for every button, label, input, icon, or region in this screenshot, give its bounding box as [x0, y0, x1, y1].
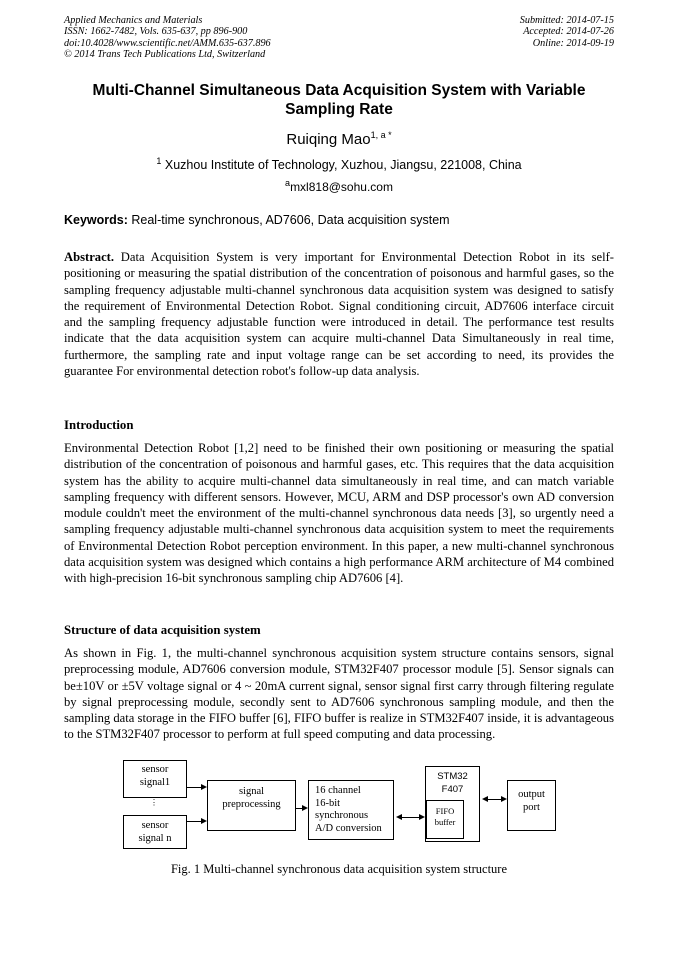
label: port [523, 801, 540, 813]
output-port-box [507, 780, 556, 831]
label: sensor [141, 820, 169, 831]
arrow-head [501, 796, 507, 802]
email [0, 178, 678, 194]
label: 16 channel [315, 785, 361, 796]
bidirectional-arrow [400, 817, 420, 818]
fifo-buffer-box [426, 800, 464, 839]
ad-conversion-box [308, 780, 394, 840]
aff-text: Xuzhou Institute of Technology, Xuzhou, Jiangsu, 221008, China [164, 158, 522, 173]
issn: ISSN: 1662-7482, Vols. 635-637, pp 896-900 [64, 26, 248, 38]
arrow [187, 787, 202, 788]
label: signal1 [139, 776, 171, 788]
author [0, 130, 678, 148]
label: A/D conversion [315, 822, 382, 834]
email-sup: a [285, 178, 291, 188]
label: synchronous [315, 810, 369, 821]
arrow-head [419, 814, 425, 820]
keywords-text: Real-time synchronous, AD7606, Data acquisition system [127, 213, 450, 227]
copyright: © 2014 Trans Tech Publications Ltd, Switzerland [64, 49, 266, 61]
accepted-date: Accepted: 2014-07-26 [523, 26, 614, 38]
keywords [64, 213, 450, 227]
author-sup: 1, a * [370, 130, 392, 140]
bidirectional-arrow [486, 799, 502, 800]
submitted-date: Submitted: 2014-07-15 [519, 15, 614, 26]
structure-text: As shown in Fig. 1, the multi-channel synchronous acquisition system structure contains sensors, signal preprocessing module, AD7606 conversion module, STM32F407 processor module [5]. Sensor signals can be±10V or ±5V voltage signal or 4 ~ 20mA current signal, sensor signal first carry through filtering regulate by signal preprocessing module, secondly sent to AD7606 synchronous sampling module, and then the sampling data storage in the FIFO buffer [6], FIFO buffer is realize in STM32F407 inside, it is advantageous to the STM32F407 processor to perform at full speed computing and data processing. [64, 646, 614, 742]
intro-heading: Introduction [64, 418, 134, 432]
label: signal n [138, 832, 172, 844]
keywords-label: Keywords: [64, 213, 128, 227]
author-name: Ruiqing Mao [286, 131, 371, 148]
arrow-head [201, 818, 207, 824]
journal-info [64, 15, 271, 61]
abstract-text: Data Acquisition System is very important for Environmental Detection Robot in its self-positioning or measuring the spatial distribution of the concentration of poisonous and harmful gases, so the sampling frequency adjustable multi-channel synchronous data acquisition system was designed to satisfy the requirement of Environmental Detection Robot. Signal conditioning circuit, AD7606 interface circuit and the sampling frequency adjustable function were introduced in detail. The performance test results indicate that the data acquisition system can acquire multi-channel Data Simultaneously in real time, furthermore, the sampling rate and input voltage range can be set according to need, its provides the guarantee For environmental detection robot's follow-up data analysis. [64, 250, 614, 379]
sensor-signal-n-box [123, 815, 187, 849]
abstract [64, 249, 614, 379]
intro-text: Environmental Detection Robot [1,2] need to be finished their own positioning or measuring the spatial distribution of the concentration of poisonous and harmful gases, etc. This requires that the data acquisition system has the ability to acquire multi-channel data simultaneously in real time, and can match variable sampling frequency with different sensors. However, MCU, ARM and DSP processor's own AD conversion module couldn't meet the environment of the multi-channel synchronous data needs [3], so urgently need a sampling frequency adjustable multi-channel synchronous data acquisition system to meet the requirements of Environmental Detection Robot perception environment. In this paper, a new multi-channel synchronous data acquisition system was designed which contains a high performance ARM architecture of M4 combined with high-precision 16-bit synchronous sampling chip AD7606 [4]. [64, 441, 614, 586]
label: signal [238, 786, 265, 797]
label: output [518, 789, 545, 800]
aff-sup: 1 [156, 156, 162, 166]
figure-caption: Fig. 1 Multi-channel synchronous data acquisition system structure [170, 862, 508, 876]
abstract-label: Abstract. [64, 250, 115, 264]
structure-heading: Structure of data acquisition system [64, 623, 261, 637]
label: sensor [141, 764, 169, 775]
label: FIFO [435, 806, 455, 816]
email-text: mxl818@sohu.com [290, 180, 393, 194]
label: 16-bit [315, 797, 341, 809]
affiliation [0, 156, 678, 172]
label: STM32 [437, 771, 468, 782]
label: preprocessing [222, 798, 281, 810]
label: F407 [441, 783, 464, 795]
arrow-head [201, 784, 207, 790]
journal-name: Applied Mechanics and Materials [64, 15, 203, 26]
dates [520, 15, 614, 49]
arrow [187, 821, 202, 822]
paper-title: Multi-Channel Simultaneous Data Acquisition System with Variable Sampling Rate [92, 82, 586, 118]
arrow-head [302, 805, 308, 811]
doi: doi:10.4028/www.scientific.net/AMM.635-637.896 [64, 37, 271, 49]
sensor-signal-1-box [123, 760, 187, 798]
label: buffer [434, 817, 456, 827]
preprocessing-box [207, 780, 296, 831]
ellipsis: ⋮ [150, 798, 158, 807]
online-date: Online: 2014-09-19 [532, 37, 614, 49]
